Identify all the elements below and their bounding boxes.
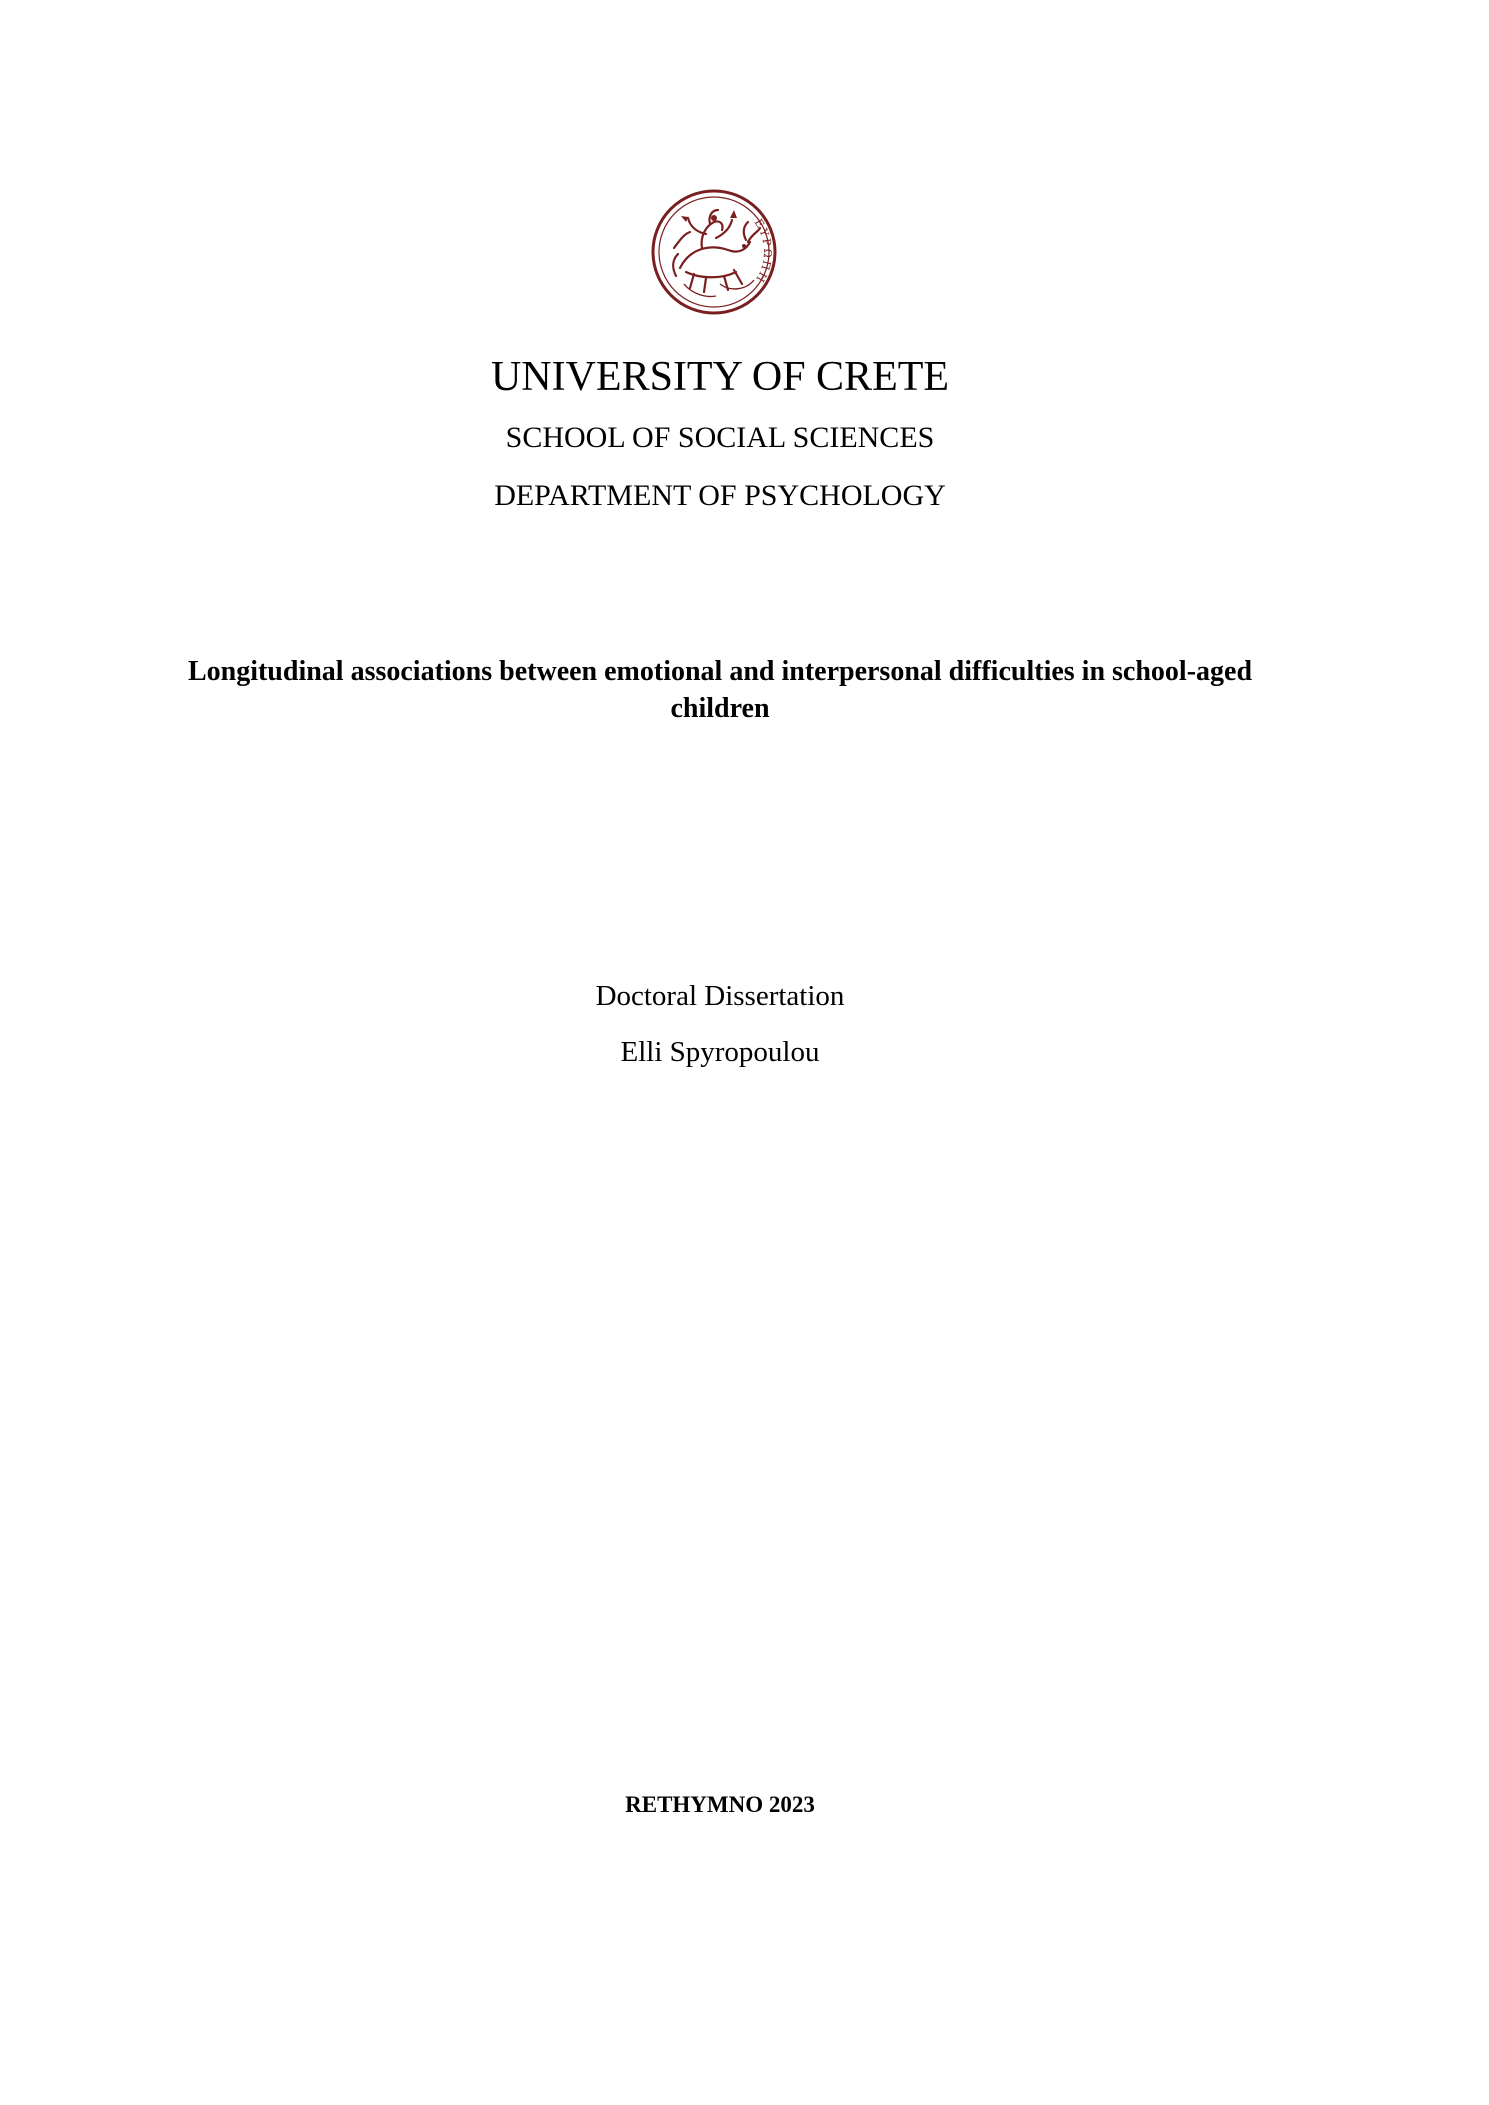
- document-type: Doctoral Dissertation: [595, 980, 845, 1012]
- author-name: Elli Spyropoulou: [620, 1036, 820, 1068]
- seal-inscription: ΕΥΡΩΠΗ: [751, 216, 775, 286]
- department-name: DEPARTMENT OF PSYCHOLOGY: [494, 479, 946, 512]
- university-seal-icon: [650, 188, 778, 316]
- school-name: SCHOOL OF SOCIAL SCIENCES: [505, 421, 935, 454]
- place-and-year: RETHYMNO 2023: [625, 1792, 815, 1817]
- dissertation-title: Longitudinal associations between emotional and interpersonal difficulties in school-aged children: [187, 656, 1253, 724]
- university-name: UNIVERSITY OF CRETE: [490, 354, 950, 400]
